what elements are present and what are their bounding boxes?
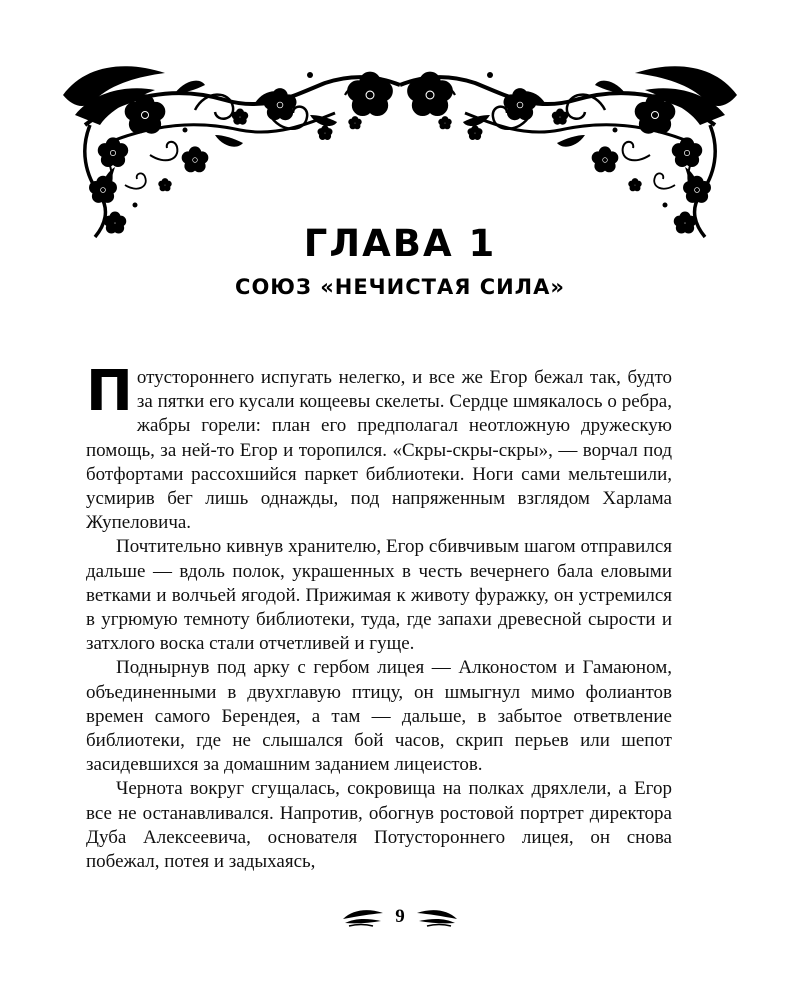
chapter-heading: ГЛАВА 1 <box>303 222 497 265</box>
chapter-title: СОЮЗ «НЕЧИСТАЯ СИЛА» <box>235 275 565 299</box>
leaf-flourish-left-icon <box>341 906 385 928</box>
paragraph: Поднырнув под арку с гербом лицея — Алконостом и Гамаюном, объединенными в двухглавую птицу, он шмыгнул мимо фолиантов времен самого Берендея, а там — дальше, в забытое ответвление библиотеки, где не слышался бой часов, скрип перьев или шепот засидевшихся за домашним заданием лицеистов. <box>86 657 672 776</box>
page-number: 9 <box>395 906 405 927</box>
body-text <box>86 359 672 874</box>
drop-cap: П <box>86 359 133 424</box>
paragraph-text: отустороннего испугать нелегко, и все же Егор бежал так, будто за пятки его кусали кощеевы скелеты. Сердце шмякалось о ребра, жабры горели: план его предполагал неотложную дружескую помощь, за ней-то Егор и торопился. «Скры-скры-скры», — ворчал под ботфортами рассохшийся паркет библиотеки. Ноги сами мельтешили, усмирив бег лишь однажды, под напряженным взглядом Харлама Жупеловича. <box>86 367 672 534</box>
leaf-flourish-right-icon <box>415 906 459 928</box>
page-footer <box>0 902 800 932</box>
paragraph <box>86 359 672 535</box>
floral-ornament-icon <box>55 55 745 245</box>
paragraph: Почтительно кивнув хранителю, Егор сбивчивым шагом отправился дальше — вдоль полок, украшенных в честь вечернего бала еловыми ветками и волчьей ягодой. Прижимая к животу фуражку, он устремился в угрюмую темноту библиотеки, туда, где запахи древесной сырости и затхлого воска стали отчетливей и гуще. <box>86 536 672 655</box>
paragraph: Чернота вокруг сгущалась, сокровища на полках дряхлели, а Егор все не останавливался. Напротив, обогнув ростовой портрет директора Дуба Алексеевича, основателя Потустороннего лицея, он снова побежал, потея и задыхаясь, <box>86 778 672 873</box>
